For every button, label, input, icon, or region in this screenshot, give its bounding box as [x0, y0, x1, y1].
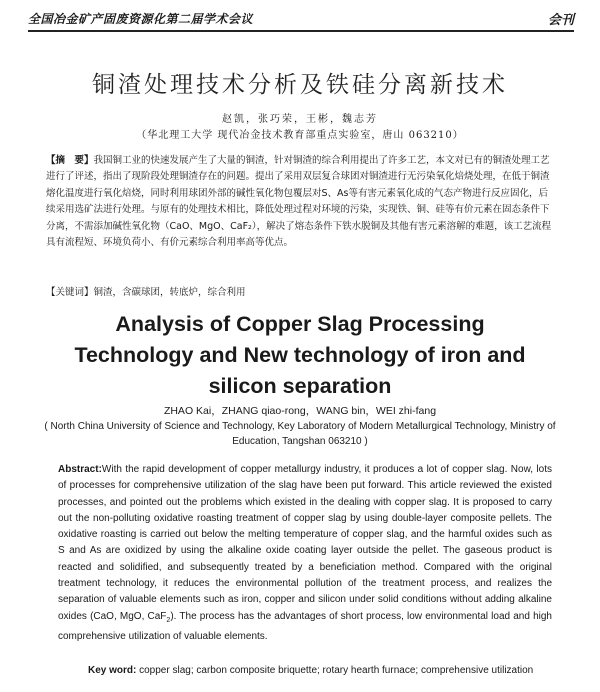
english-abstract-text: With the rapid development of copper metallurgy industry, it produces a lot of copper slag. Now, lots of processes for comprehensive utilization of the slag have been put forward. This article reviewed the existed processes, and pointed out the problems which existed in the dealing with copper slag. It is proposed to carry out the non-polluting oxidative roasting treatment of copper slag by using double-layer composite pellets. The oxidative roasting is carried out below the melting temperature of copper slag, and the harmful oxides such as S and As are oxidized by using the alkaline oxide coating layer outside the pellet. The gaseous product is reacted and solidified, and subsequently treated by a beneficiation method. Compared with the original treatment technology, it reduces the environmental pollution of the treatment process, and realizes the separation of valuable elements such as iron, copper and silicon under solid conditions without adding alkaline oxides (CaO, MgO, CaF: [58, 464, 552, 622]
journal-name: 全国冶金矿产固废资源化第二届学术会议: [28, 12, 254, 26]
chinese-keywords: [46, 284, 554, 298]
english-title-line-2: Technology and New technology of iron and: [74, 343, 526, 367]
chinese-abstract-label: 【摘 要】: [46, 155, 94, 166]
section-label: 会刊: [547, 13, 574, 28]
chinese-keywords-text: 铜渣，含碳球团，转底炉，综合利用: [93, 287, 246, 298]
english-authors: ZHAO Kai，ZHANG qiao-rong，WANG bin，WEI zhi-fang: [163, 405, 437, 417]
english-title: [0, 309, 600, 402]
english-abstract-text-end: ). The process has the advantages of short process, low environmental load and high comprehensive utilization of valuable elements.: [58, 610, 552, 642]
english-abstract-subscript: 2: [166, 616, 171, 624]
chinese-authors: 赵凯，张巧荣，王彬，魏志芳: [222, 114, 378, 125]
english-affiliation: ( North China University of Science and Technology, Key Laboratory of Modern Metallurgical Technology, Ministry of Education, Tangshan 063210 ): [44, 421, 556, 447]
english-keywords-text: copper slag; carbon composite briquette; rotary hearth furnace; comprehensive utilization: [136, 665, 534, 676]
chinese-affiliation: （华北理工大学 现代冶金技术教育部重点实验室，唐山 063210）: [136, 130, 464, 141]
chinese-abstract-text: 我国铜工业的快速发展产生了大量的铜渣，针对铜渣的综合利用提出了许多工艺，本文对已有的铜渣处理工艺进行了评述，指出了现阶段处理铜渣存在的问题。提出了采用双层复合球团对铜渣进行无污染氧化焙烧处理，在低于铜渣熔化温度进行氧化焙烧，同时利用球团外部的碱性氧化物包覆层对S、As等有害元素氧化成的气态产物进行反应固化，后续采用选矿法进行处理。与原有的处理技术相比，降低处理过程对环境的污染，实现铁、铜、硅等有价元素在固态条件下分离，不需添加碱性氧化物（CaO、MgO、CaF₂），解决了熔态条件下铁水脱铜及其他有害元素溶解的难题，该工艺流程具有流程短、环境负荷小、有价元素综合利用率高等优点。: [46, 155, 552, 249]
chinese-keywords-label: 【关键词】: [46, 287, 94, 298]
english-abstract-label: Abstract:: [58, 464, 102, 475]
english-abstract: [58, 462, 552, 645]
chinese-abstract: [46, 153, 554, 251]
english-title-line-3: silicon separation: [208, 374, 392, 398]
running-header: [28, 6, 574, 32]
english-keywords-label: Key word:: [88, 665, 137, 676]
chinese-title: 铜渣处理技术分析及铁硅分离新技术: [92, 72, 508, 98]
english-title-line-1: Analysis of Copper Slag Processing: [115, 312, 485, 336]
english-keywords: [88, 665, 558, 676]
